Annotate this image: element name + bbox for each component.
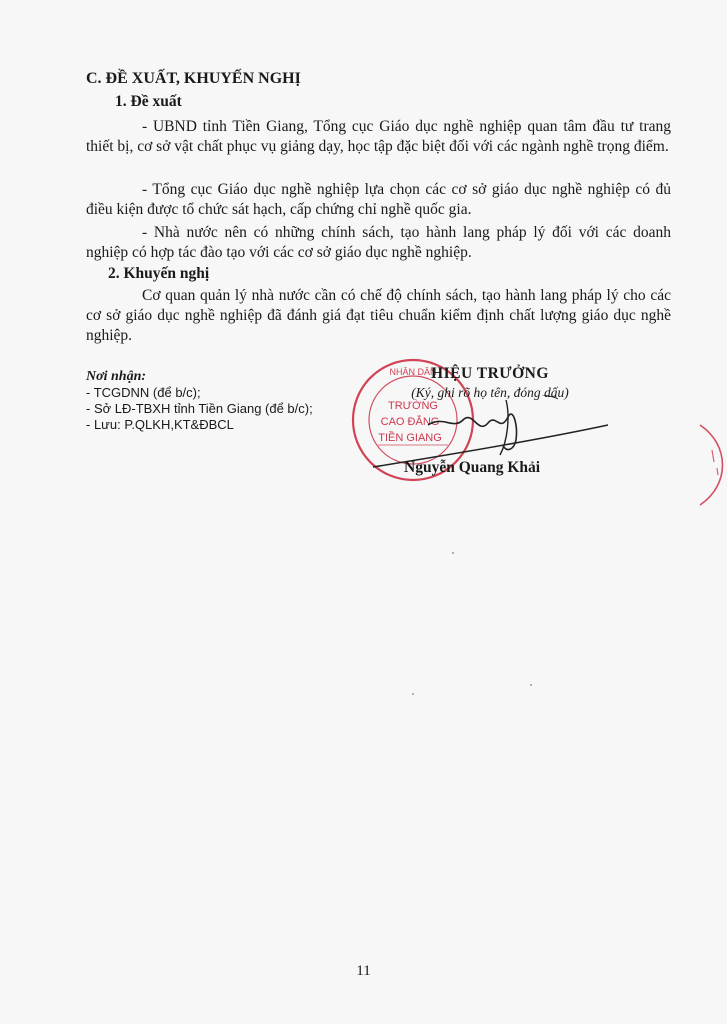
seal-line-1: TRƯỜNG [388,400,438,412]
paragraph-recommendation: Cơ quan quản lý nhà nước cần có chế độ chính sách, tạo hành lang pháp lý cho các cơ sở giáo dục nghề nghiệp đã đánh giá đạt tiêu chuẩn kiểm định chất lượng giáo dục nghề nghiệp. [86,287,671,344]
signature-instruction: (Ký, ghi rõ họ tên, đóng dấu) [411,385,569,400]
subsection-heading-recommendation: 2. Khuyến nghị [108,265,210,282]
recipients-block [86,369,313,433]
recipient-item: - Sở LĐ-TBXH tỉnh Tiền Giang (để b/c); [86,401,313,416]
seal-top-text: NHÂN DÂN [389,367,437,377]
signer-name: Nguyễn Quang Khải [404,459,541,476]
scan-speck [530,684,532,686]
recipients-label: Nơi nhận: [86,369,147,384]
scan-speck [452,552,454,554]
section-heading: C. ĐỀ XUẤT, KHUYẾN NGHỊ [86,70,301,87]
signer-title: HIỆU TRƯỞNG [431,365,549,382]
recipient-item: - Lưu: P.QLKH,KT&ĐBCL [86,417,234,432]
partial-seal-icon [690,420,727,510]
seal-line-2: CAO ĐẲNG [380,416,440,428]
paragraph-proposal-2: - Tổng cục Giáo dục nghề nghiệp lựa chọn các cơ sở giáo dục nghề nghiệp có đủ điều kiện được tổ chức sát hạch, cấp chứng chỉ nghề quốc gia. [86,181,671,218]
recipient-item: - TCGDNN (để b/c); [86,385,201,400]
scan-speck [412,693,414,695]
subsection-heading-proposal: 1. Đề xuất [115,93,182,110]
paragraph-proposal-1: - UBND tỉnh Tiền Giang, Tổng cục Giáo dục nghề nghiệp quan tâm đầu tư trang thiết bị, cơ sở vật chất phục vụ giảng dạy, học tập đặc biệt đối với các ngành nghề trọng điểm. [86,118,671,155]
seal-line-3: TIỀN GIANG [378,432,442,444]
paragraph-proposal-3: - Nhà nước nên có những chính sách, tạo hành lang pháp lý đối với các doanh nghiệp có hợp tác đào tạo với các cơ sở giáo dục nghề nghiệp. [86,224,671,261]
page-number: 11 [356,963,371,979]
